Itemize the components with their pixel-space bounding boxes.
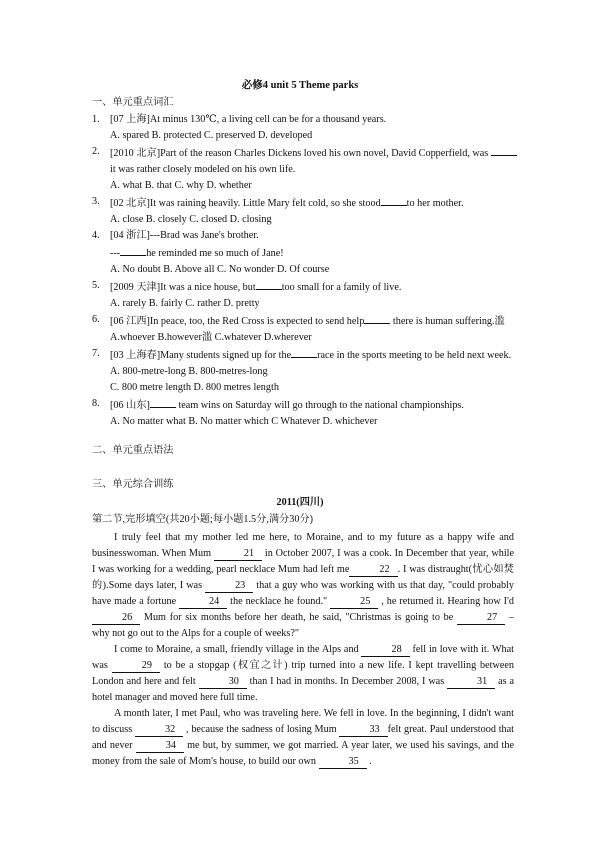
- passage-text: that a guy who was working with us that day, "could probably have made a fortune: [92, 580, 515, 607]
- passage-text: , he returned it. Hearing how I'd: [378, 596, 514, 607]
- cloze-blank: 28: [361, 643, 409, 657]
- passage-text: – why not go out to the Alps for a couple of weeks?": [92, 612, 514, 639]
- passage-text: fell in love with it. What was: [92, 644, 514, 671]
- question-7: [92, 346, 522, 396]
- passage-text: felt great. Paul understood that and never: [92, 724, 515, 751]
- question-options: A. No doubt B. Above all C. No wonder D. Of course: [110, 264, 330, 275]
- cloze-instructions: 第二节,完形填空(共20小题;每小题1.5分,满分30分): [92, 514, 314, 525]
- section-heading-training: 三、单元综合训练: [92, 479, 174, 490]
- question-stem-cont: too small for a family of live.: [281, 282, 402, 293]
- question-number: 1.: [92, 114, 100, 125]
- passage-text: , because the sadness of losing Mum: [183, 724, 340, 735]
- question-options: C. 800 metre length D. 800 metres length: [110, 382, 279, 393]
- passage-paragraph: [92, 530, 514, 642]
- cloze-blank: 32: [135, 723, 183, 737]
- cloze-blank: 34: [136, 739, 184, 753]
- cloze-blank: 24: [179, 595, 227, 609]
- cloze-blank: 23: [205, 579, 253, 593]
- question-options: A. rarely B. fairly C. rather D. pretty: [110, 298, 260, 309]
- question-stem: [2009 天津]It was a nice house, but: [110, 282, 256, 293]
- answer-blank: [381, 194, 407, 206]
- question-options: A. spared B. protected C. preserved D. developed: [110, 130, 313, 141]
- question-stem-cont: race in the sports meeting to be held next week.: [317, 350, 512, 361]
- question-number: 5.: [92, 280, 100, 291]
- question-stem-cont: there is human suffering.滥: [390, 316, 505, 327]
- passage-text: the necklace he found.": [227, 596, 331, 607]
- passage-text: me but, by summer, we got married. A year later, we used his savings, and the money from the sale of Mom's house, to build our own: [92, 740, 514, 767]
- answer-blank: [364, 312, 390, 324]
- cloze-blank: 35: [319, 755, 367, 769]
- cloze-blank: 30: [199, 675, 247, 689]
- question-options: A. what B. that C. why D. whether: [110, 180, 252, 191]
- question-options: A. close B. closely C. closed D. closing: [110, 214, 272, 225]
- exam-subtitle: 2011(四川): [276, 497, 324, 508]
- question-list: [92, 112, 522, 430]
- cloze-blank: 22: [349, 563, 397, 577]
- question-stem-cont: he reminded me so much of Jane!: [146, 248, 284, 259]
- passage-paragraph: [92, 642, 514, 706]
- cloze-passage: [92, 530, 514, 770]
- question-number: 2.: [92, 146, 100, 157]
- question-stem-cont: to her mother.: [406, 198, 464, 209]
- question-2: [92, 144, 522, 194]
- section-heading-vocabulary: 一、单元重点词汇: [92, 97, 174, 108]
- question-5: [92, 278, 522, 312]
- answer-blank: [120, 244, 146, 256]
- question-stem: [06 山东]: [110, 400, 150, 411]
- question-number: 4.: [92, 230, 100, 241]
- question-number: 6.: [92, 314, 100, 325]
- question-stem-cont: it was rather closely modeled on his own life.: [110, 164, 296, 175]
- cloze-blank: 33: [339, 723, 387, 737]
- passage-text: . I was distraught(忧心如焚的).Some days later, I was: [92, 564, 514, 591]
- answer-blank: [150, 396, 176, 408]
- dialogue-dash: ---: [110, 248, 121, 259]
- question-stem: [06 江西]In peace, too, the Red Cross is expected to send help: [110, 316, 365, 327]
- page-title: 必修4 unit 5 Theme parks: [241, 80, 359, 91]
- answer-blank: [491, 144, 517, 156]
- passage-text: I truly feel that my mother led me here, to Moraine, and to my future as a happy wife and businesswoman. When Mum: [92, 532, 514, 559]
- passage-text: in October 2007, I was a cook. In December that year, while I was working for a wedding, pearl necklace Mum had left me: [92, 548, 515, 575]
- passage-text: as a hotel manager and moved here full time.: [92, 676, 514, 703]
- question-stem-cont: team wins on Saturday will go through to the national championships.: [175, 400, 464, 411]
- question-stem: [07 上海]At minus 130℃, a living cell can be for a thousand years.: [110, 114, 387, 125]
- cloze-blank: 25: [330, 595, 378, 609]
- passage-text: Mum for six months before her death, he said, "Christmas is going to be: [140, 612, 457, 623]
- question-number: 8.: [92, 398, 100, 409]
- question-options: A. 800-metre-long B. 800-metres-long: [110, 366, 268, 377]
- question-stem: [03 上海春]Many students signed up for the: [110, 350, 292, 361]
- question-1: [92, 112, 522, 144]
- passage-paragraph: [92, 706, 514, 770]
- question-stem: [02 北京]It was raining heavily. Little Mary felt cold, so she stood: [110, 198, 381, 209]
- cloze-blank: 21: [214, 547, 262, 561]
- cloze-blank: 26: [92, 611, 140, 625]
- question-number: 7.: [92, 348, 100, 359]
- question-3: [92, 194, 522, 228]
- question-stem: [04 浙江]---Brad was Jane's brother.: [110, 230, 259, 241]
- passage-text: .: [366, 756, 372, 767]
- passage-text: A month later, I met Paul, who was traveling here. We fell in love. In the beginning, I didn't want to discuss: [92, 708, 514, 735]
- question-6: [92, 312, 522, 346]
- section-heading-grammar: 二、单元重点语法: [92, 445, 174, 456]
- passage-text: I come to Moraine, a small, friendly village in the Alps and: [114, 644, 362, 655]
- answer-blank: [256, 278, 282, 290]
- cloze-blank: 27: [457, 611, 505, 625]
- passage-text: to be a stopgap (权宜之计) trip turned into a new life. I kept travelling between London and here and felt: [92, 660, 515, 687]
- question-number: 3.: [92, 196, 100, 207]
- question-4: [92, 228, 522, 278]
- answer-blank: [291, 346, 317, 358]
- question-8: [92, 396, 522, 430]
- question-options: A. No matter what B. No matter which C Whatever D. whichever: [110, 416, 378, 427]
- question-stem: [2010 北京]Part of the reason Charles Dickens loved his own novel, David Copperfield, was: [110, 148, 489, 159]
- passage-text: than I had in months. In December 2008, I was: [246, 676, 448, 687]
- question-options: A.whoever B.however滥 C.whatever D.wherever: [110, 332, 312, 343]
- cloze-blank: 31: [447, 675, 495, 689]
- cloze-blank: 29: [112, 659, 160, 673]
